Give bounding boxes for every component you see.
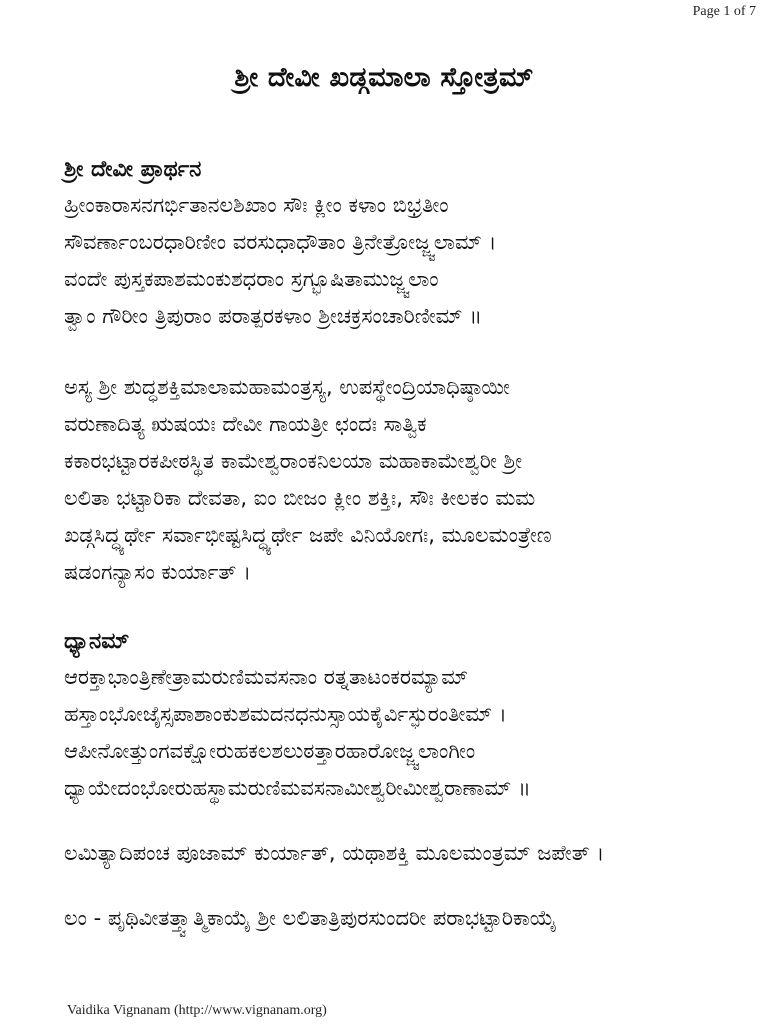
dhyana-line: ಆರಕ್ತಾಭಾಂತ್ರಿಣೇತ್ರಾಮರುಣಿಮವಸನಾಂ ರತ್ನತಾಟಂಕರಮ್ಯಾಮ್ <box>64 665 469 689</box>
prarthana-section <box>64 153 744 335</box>
puja-instruction: ಲಮಿತ್ಯಾದಿಪಂಚ ಪೂಜಾಮ್ ಕುರ್ಯಾತ್, ಯಥಾಶಕ್ತಿ ಮೂಲಮಂತ್ರಮ್ ಜಪೇತ್ । <box>64 841 605 865</box>
verse-line: ಸೌವರ್ಣಾಂಬರಧಾರಿಣೀಂ ವರಸುಧಾಧೌತಾಂ ತ್ರಿನೇತ್ರೋಜ್ಜ್ವಲಾಮ್ । <box>64 230 497 254</box>
viniyoga-line: ಷಡಂಗನ್ಯಾಸಂ ಕುರ್ಯಾತ್ । <box>64 560 251 584</box>
prarthana-heading: ಶ್ರೀ ದೇವೀ ಪ್ರಾರ್ಥನ <box>64 157 202 182</box>
dhyana-line: ಆಪೀನೋತ್ತುಂಗವಕ್ಷೋರುಹಕಲಶಲುಠತ್ತಾರಹಾರೋಜ್ಜ್ವಲಾಂಗೀಂ <box>64 739 476 763</box>
viniyoga-line: ಲಲಿತಾ ಭಟ್ಟಾರಿಕಾ ದೇವತಾ, ಐಂ ಬೀಜಂ ಕ್ಲೀಂ ಶಕ್ತಿಃ, ಸೌಃ ಕೀಲಕಂ ಮಮ <box>64 486 536 510</box>
viniyoga-line: ಅಸ್ಯ ಶ್ರೀ ಶುದ್ಧಶಕ್ತಿಮಾಲಾಮಹಾಮಂತ್ರಸ್ಯ, ಉಪಸ್ಥೇಂದ್ರಿಯಾಧಿಷ್ಠಾಯೀ <box>64 375 510 399</box>
verse-line: ವಂದೇ ಪುಸ್ತಕಪಾಶಮಂಕುಶಧರಾಂ ಸ್ರಗ್ಭೂಷಿತಾಮುಜ್ಜ್ವಲಾಂ <box>64 267 439 291</box>
viniyoga-line: ಕಕಾರಭಟ್ಟಾರಕಪೀಠಸ್ಥಿತ ಕಾಮೇಶ್ವರಾಂಕನಿಲಯಾ ಮಹಾಕಾಮೇಶ್ವರೀ ಶ್ರೀ <box>64 449 523 473</box>
verse-line: ಹ್ರೀಂಕಾರಾಸನಗರ್ಭಿತಾನಲಶಿಖಾಂ ಸೌಃ ಕ್ಲೀಂ ಕಳಾಂ ಬಿಭ್ರತೀಂ <box>64 193 449 217</box>
lam-mantra-line: ಲಂ - ಪೃಥಿವೀತತ್ತ್ವಾತ್ಮಿಕಾಯೈ ಶ್ರೀ ಲಲಿತಾತ್ರಿಪುರಸುಂದರೀ ಪರಾಭಟ್ಟಾರಿಕಾಯೈ <box>64 906 557 930</box>
verse-line: ತ್ವಾಂ ಗೌರೀಂ ತ್ರಿಪುರಾಂ ಪರಾತ್ಪರಕಳಾಂ ಶ್ರೀಚಕ್ರಸಂಚಾರಿಣೀಮ್ ॥ <box>64 304 482 328</box>
page-number: Page 1 of 7 <box>692 4 756 19</box>
dhyana-line: ಧ್ಯಾಯೇದಂಭೋರುಹಸ್ಥಾಮರುಣಿಮವಸನಾಮೀಶ್ವರೀಮೀಶ್ವರಾಣಾಮ್ ॥ <box>64 776 531 800</box>
page-title: ಶ್ರೀ ದೇವೀ ಖಡ್ಗಮಾಲಾ ಸ್ತೋತ್ರಮ್ <box>234 62 534 93</box>
viniyoga-section <box>64 369 744 591</box>
viniyoga-line: ವರುಣಾದಿತ್ಯ ಋಷಯಃ ದೇವೀ ಗಾಯತ್ರೀ ಛಂದಃ ಸಾತ್ವಿಕ <box>64 412 427 436</box>
footer-credit: Vaidika Vignanam (http://www.vignanam.org) <box>67 1003 327 1018</box>
dhyana-line: ಹಸ್ತಾಂಭೋಜೈಸ್ಸಪಾಶಾಂಕುಶಮದನಧನುಸ್ಸಾಯಕೈರ್ವಿಸ್ಫುರಂತೀಮ್ । <box>64 702 507 726</box>
dhyanam-heading: ಧ್ಯಾನಮ್ <box>64 629 130 654</box>
dhyanam-section <box>64 625 744 807</box>
viniyoga-line: ಖಡ್ಗಸಿದ್ಧ್ಯರ್ಥೇ ಸರ್ವಾಭೀಷ್ಟಸಿದ್ಧ್ಯರ್ಥೇ ಜಪೇ ವಿನಿಯೋಗಃ, ಮೂಲಮಂತ್ರೇಣ <box>64 523 552 547</box>
document-body <box>64 153 744 937</box>
